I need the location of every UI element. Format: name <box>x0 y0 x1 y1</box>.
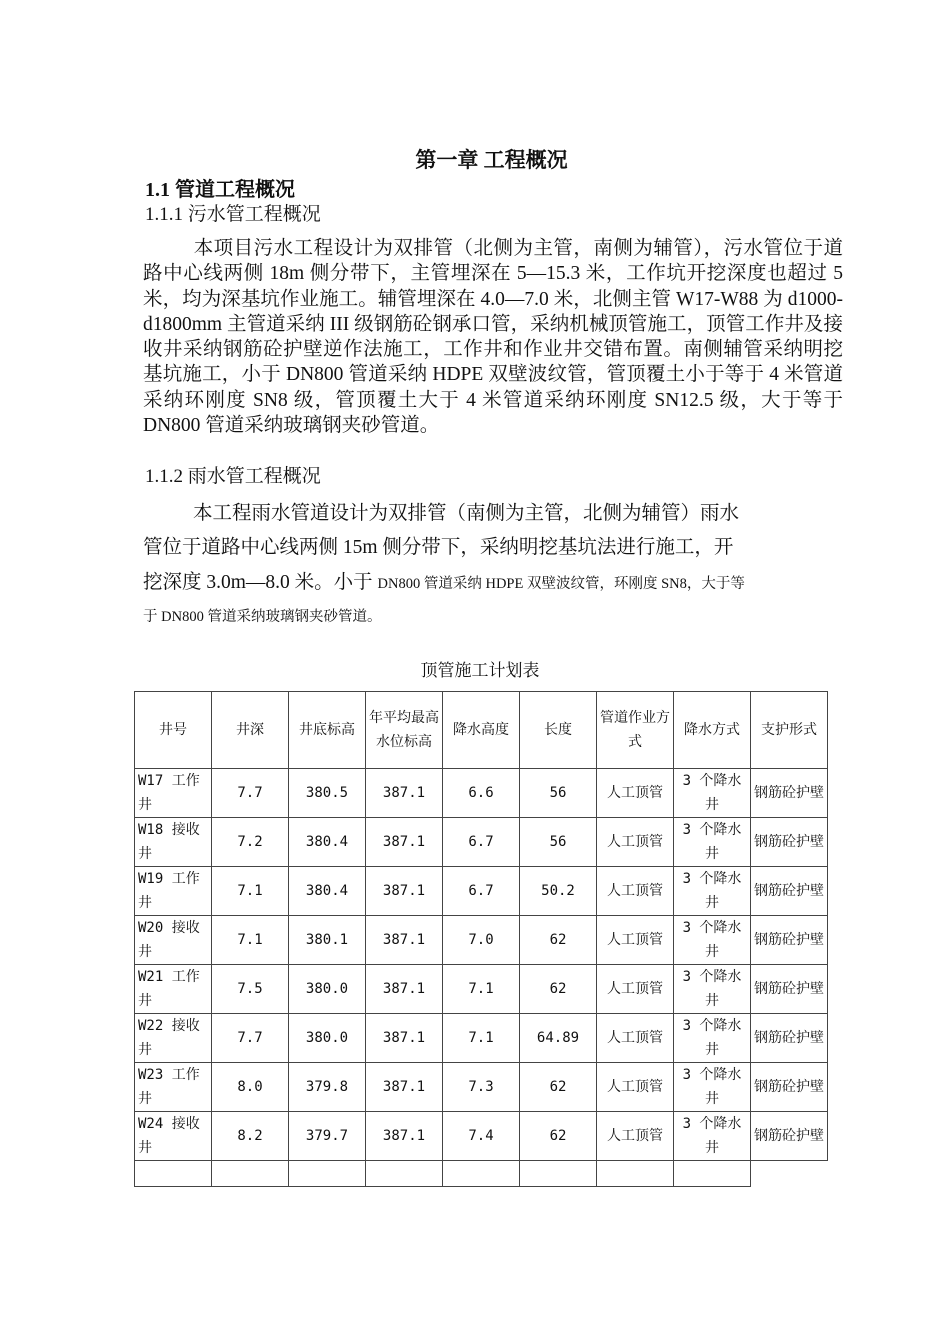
storm-line-2: 管位于道路中心线两侧 15m 侧分带下，采纳明挖基坑法进行施工，开 <box>143 537 734 558</box>
cell-well: W23 工作井 <box>135 1063 212 1112</box>
cell-support: 钢筋砼护壁 <box>751 1063 828 1112</box>
cell-dewater: 3 个降水井 <box>674 916 751 965</box>
cell-empty <box>366 1161 443 1187</box>
cell-length: 50.2 <box>520 867 597 916</box>
cell-drop: 7.4 <box>443 1112 520 1161</box>
cell-well: W24 接收井 <box>135 1112 212 1161</box>
cell-bottom: 379.7 <box>289 1112 366 1161</box>
header-bottom: 井底标高 <box>289 692 366 769</box>
cell-water-level: 387.1 <box>366 1112 443 1161</box>
cell-drop: 7.1 <box>443 1014 520 1063</box>
cell-length: 56 <box>520 818 597 867</box>
storm-line-1: 本工程雨水管道设计为双排管（南侧为主管，北侧为辅管）雨水 <box>193 503 740 524</box>
cell-support: 钢筋砼护壁 <box>751 1112 828 1161</box>
cell-depth: 7.7 <box>212 769 289 818</box>
sewage-paragraph <box>143 236 843 438</box>
cell-support: 钢筋砼护壁 <box>751 867 828 916</box>
cell-empty <box>135 1161 212 1187</box>
cell-drop: 7.3 <box>443 1063 520 1112</box>
cell-dewater: 3 个降水井 <box>674 1014 751 1063</box>
subsection-heading-sewage: 1.1.1 污水管工程概况 <box>145 204 321 225</box>
table-half-row <box>135 1161 828 1187</box>
cell-water-level: 387.1 <box>366 965 443 1014</box>
cell-bottom: 380.5 <box>289 769 366 818</box>
chapter-title: 第一章 工程概况 <box>415 148 568 172</box>
cell-water-level: 387.1 <box>366 1063 443 1112</box>
cell-water-level: 387.1 <box>366 769 443 818</box>
cell-water-level: 387.1 <box>366 1014 443 1063</box>
sewage-paragraph-text: 本项目污水工程设计为双排管（北侧为主管，南侧为辅管），污水管位于道路中心线两侧 18m 侧分带下，主管埋深在 5—15.3 米，工作坑开挖深度也超过 5 米，均为深基坑作业施工。辅管埋深在 4.0—7.0 米，北侧主管 W17-W88 为 d1000-d1800mm 主管道采纳 III 级钢筋砼钢承口管，采纳机械顶管施工，顶管工作井及接收井采纳钢筋砼护壁逆作法施工，工作井和作业井交错布置。南侧辅管采纳明挖基坑施工，小于 DN800 管道采纳 HDPE 双壁波纹管，管顶覆土小于等于 4 米管道采纳环刚度 SN8 级，管顶覆土大于 4 米管道采纳环刚度 SN12.5 级，大于等于 DN800 管道采纳玻璃钢夹砂管道。 <box>143 238 843 437</box>
cell-bottom: 379.8 <box>289 1063 366 1112</box>
header-length: 长度 <box>520 692 597 769</box>
header-depth: 井深 <box>212 692 289 769</box>
cell-drop: 6.6 <box>443 769 520 818</box>
cell-well: W18 接收井 <box>135 818 212 867</box>
cell-method: 人工顶管 <box>597 818 674 867</box>
section-heading: 1.1 管道工程概况 <box>145 179 295 201</box>
cell-well: W19 工作井 <box>135 867 212 916</box>
cell-support: 钢筋砼护壁 <box>751 1014 828 1063</box>
header-water-level: 年平均最高水位标高 <box>366 692 443 769</box>
cell-empty <box>674 1161 751 1187</box>
cell-length: 62 <box>520 916 597 965</box>
cell-length: 62 <box>520 965 597 1014</box>
cell-water-level: 387.1 <box>366 916 443 965</box>
cell-bottom: 380.1 <box>289 916 366 965</box>
cell-method: 人工顶管 <box>597 769 674 818</box>
cell-water-level: 387.1 <box>366 867 443 916</box>
storm-line-3a: 挖深度 3.0m—8.0 米。小于 <box>143 572 378 593</box>
cell-length: 56 <box>520 769 597 818</box>
cell-drop: 7.0 <box>443 916 520 965</box>
cell-support: 钢筋砼护壁 <box>751 916 828 965</box>
cell-empty <box>443 1161 520 1187</box>
table-header-row <box>135 692 828 769</box>
cell-empty <box>289 1161 366 1187</box>
cell-length: 64.89 <box>520 1014 597 1063</box>
cell-method: 人工顶管 <box>597 1063 674 1112</box>
cell-depth: 7.5 <box>212 965 289 1014</box>
cell-bottom: 380.4 <box>289 867 366 916</box>
cell-depth: 7.2 <box>212 818 289 867</box>
cell-dewater: 3 个降水井 <box>674 818 751 867</box>
cell-support: 钢筋砼护壁 <box>751 769 828 818</box>
header-support: 支护形式 <box>751 692 828 769</box>
storm-line-3b: DN800 管道采纳 HDPE 双壁波纹管，环刚度 SN8，大于等 <box>377 576 745 592</box>
cell-bottom: 380.0 <box>289 965 366 1014</box>
cell-method: 人工顶管 <box>597 867 674 916</box>
cell-method: 人工顶管 <box>597 1112 674 1161</box>
cell-well: W21 工作井 <box>135 965 212 1014</box>
cell-method: 人工顶管 <box>597 916 674 965</box>
header-dewater: 降水方式 <box>674 692 751 769</box>
cell-depth: 8.2 <box>212 1112 289 1161</box>
table-caption: 顶管施工计划表 <box>420 661 540 680</box>
cell-length: 62 <box>520 1112 597 1161</box>
header-drop: 降水高度 <box>443 692 520 769</box>
cell-dewater: 3 个降水井 <box>674 965 751 1014</box>
cell-well: W17 工作井 <box>135 769 212 818</box>
cell-well: W22 接收井 <box>135 1014 212 1063</box>
cell-depth: 7.7 <box>212 1014 289 1063</box>
cell-support: 钢筋砼护壁 <box>751 965 828 1014</box>
jacking-schedule-table <box>134 691 828 1187</box>
cell-bottom: 380.4 <box>289 818 366 867</box>
cell-empty <box>212 1161 289 1187</box>
storm-line-4: 于 DN800 管道采纳玻璃钢夹砂管道。 <box>143 609 382 625</box>
cell-empty <box>597 1161 674 1187</box>
cell-dewater: 3 个降水井 <box>674 1112 751 1161</box>
cell-dewater: 3 个降水井 <box>674 1063 751 1112</box>
cell-depth: 7.1 <box>212 867 289 916</box>
cell-drop: 7.1 <box>443 965 520 1014</box>
cell-well: W20 接收井 <box>135 916 212 965</box>
cell-support: 钢筋砼护壁 <box>751 818 828 867</box>
cell-depth: 7.1 <box>212 916 289 965</box>
cell-water-level: 387.1 <box>366 818 443 867</box>
subsection-heading-storm: 1.1.2 雨水管工程概况 <box>145 466 321 487</box>
cell-drop: 6.7 <box>443 867 520 916</box>
storm-line-3 <box>143 566 745 594</box>
cell-bottom: 380.0 <box>289 1014 366 1063</box>
cell-dewater: 3 个降水井 <box>674 769 751 818</box>
cell-method: 人工顶管 <box>597 1014 674 1063</box>
cell-method: 人工顶管 <box>597 965 674 1014</box>
cell-empty <box>520 1161 597 1187</box>
cell-length: 62 <box>520 1063 597 1112</box>
header-well: 井号 <box>135 692 212 769</box>
cell-dewater: 3 个降水井 <box>674 867 751 916</box>
cell-depth: 8.0 <box>212 1063 289 1112</box>
cell-drop: 6.7 <box>443 818 520 867</box>
header-method: 管道作业方式 <box>597 692 674 769</box>
